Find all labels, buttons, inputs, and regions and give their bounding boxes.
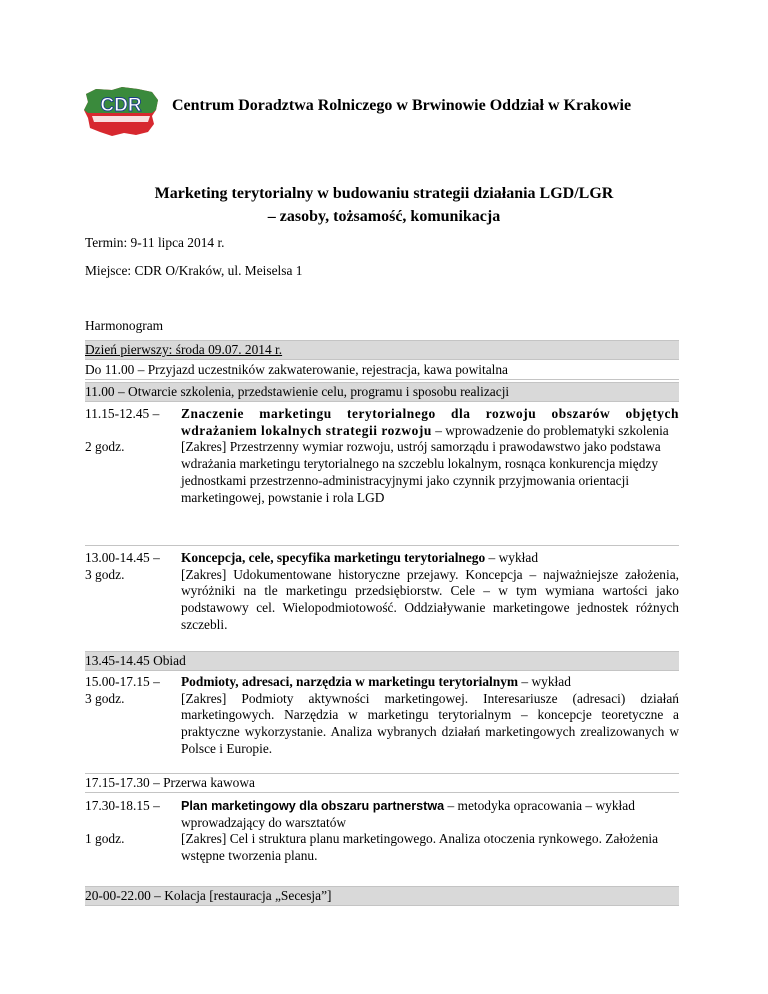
schedule-row-opening (85, 382, 679, 402)
arrival-text: Do 11.00 – Przyjazd uczestników zakwaterowanie, rejestracja, kawa powitalna (85, 362, 509, 377)
cdr-logo-mark (82, 86, 160, 138)
lunch-text: 13.45-14.45 Obiad (85, 653, 186, 668)
schedule-row-coffee (85, 773, 679, 793)
session-hours: 3 godz. (85, 566, 125, 582)
session-suffix: – wykład (518, 674, 571, 689)
day-one-header (85, 340, 679, 360)
session-1 (85, 406, 679, 506)
document-title (60, 182, 708, 228)
schedule-row-lunch (85, 651, 679, 671)
session-hours: 2 godz. (85, 439, 125, 455)
session-hours: 3 godz. (85, 690, 125, 706)
session-4 (85, 798, 679, 865)
session-time: 17.30-18.15 – (85, 798, 160, 813)
session-suffix: – wprowadzenie do problematyki szkolenia (431, 422, 669, 438)
date-line: Termin: 9-11 lipca 2014 r. (85, 235, 225, 250)
svg-text:CDR: CDR (100, 95, 142, 116)
session-title: Podmioty, adresaci, narzędzia w marketingu terytorialnym (181, 674, 519, 689)
schedule-heading: Harmonogram (85, 318, 164, 333)
session-time: 15.00-17.15 – (85, 674, 160, 689)
cdr-logo (82, 86, 160, 138)
session-hours: 1 godz. (85, 831, 125, 847)
dinner-text: 20-00-22.00 – Kolacja [restauracja „Secesja”] (85, 888, 332, 903)
organization-name: Centrum Doradztwa Rolniczego w Brwinowie Oddział w Krakowie (172, 97, 632, 114)
venue-line: Miejsce: CDR O/Kraków, ul. Meiselsa 1 (85, 263, 303, 278)
session-suffix: – metodyka opracowania – wykład wprowadzający do warsztatów (181, 798, 635, 830)
opening-text: 11.00 – Otwarcie szkolenia, przedstawienie celu, programu i sposobu realizacji (85, 384, 510, 399)
schedule-row-dinner (85, 886, 679, 906)
coffee-text: 17.15-17.30 – Przerwa kawowa (85, 775, 255, 790)
session-scope: [Zakres] Cel i struktura planu marketingowego. Analiza otoczenia rynkowego. Założenia wstępne tworzenia planu. (181, 831, 659, 864)
schedule-row-arrival (85, 361, 679, 380)
session-title: Znaczenie marketingu terytorialnego dla rozwoju obszarów objętych wdrażaniem lokalnych strategii rozwoju (181, 406, 679, 438)
session-title: Koncepcja, cele, specyfika marketingu terytorialnego (181, 550, 486, 565)
session-scope: [Zakres] Przestrzenny wymiar rozwoju, ustrój samorządu i prawodawstwo jako podstawa wdrażania marketingu terytorialnego na szczeblu lokalnym, rosnąca konkurencja między jednostkami przestrzenno-administracyjnymi jako czynnik przyjmowania orientacji marketingowej, powstanie i rola LGD (181, 439, 661, 505)
title-line-2: – zasoby, tożsamość, komunikacja (267, 208, 501, 225)
session-3 (85, 674, 679, 758)
session-title: Plan marketingowy dla obszaru partnerstwa (181, 799, 445, 813)
session-time: 13.00-14.45 – (85, 550, 160, 565)
session-scope: [Zakres] Podmioty aktywności marketingowej. Interesariusze (adresaci) działań marketingowych. Narzędzia w marketingu terytorialnym – koncepcje teoretyczne a praktyczne wykorzystanie. Analiza wybranych działań marketingowych zrealizowanych w Polsce i Europie. (181, 690, 679, 756)
session-2 (85, 545, 679, 634)
day-one-label: Dzień pierwszy: środa 09.07. 2014 r. (85, 342, 283, 357)
session-scope: [Zakres] Udokumentowane historyczne przejawy. Koncepcja – najważniejsze założenia, wyróżniki na tle marketingu przedsiębiorstw. Cele – w tym wymiana wartości jako podstawowy cel. Wielopodmiotowość. Oddziaływanie marketingowe jednostek różnych szczebli. (181, 566, 679, 632)
session-suffix: – wykład (485, 550, 539, 565)
session-time: 11.15-12.45 – (85, 406, 160, 421)
title-line-1: Marketing terytorialny w budowaniu strategii działania LGD/LGR (154, 185, 614, 202)
